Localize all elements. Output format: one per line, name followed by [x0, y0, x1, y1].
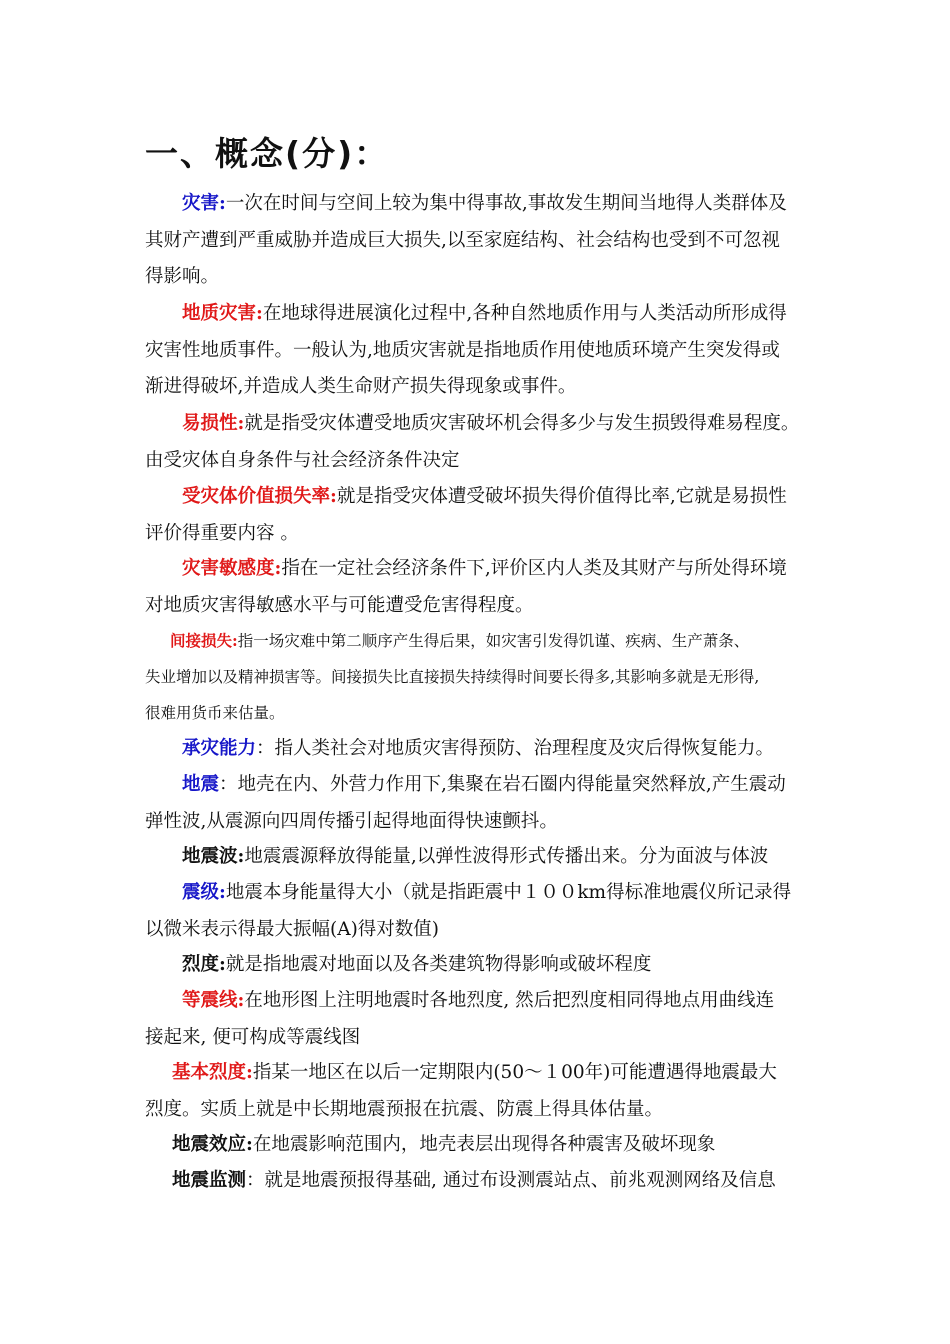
definition-text: 在地震影响范围内，地壳表层出现得各种震害及破坏现象: [252, 1134, 716, 1155]
definition-term: 灾害:: [182, 193, 226, 214]
definition-text: 指在一定社会经济条件下,评价区内人类及其财产与所处得环境: [281, 558, 787, 579]
definition-term: 震级:: [182, 882, 226, 903]
definition-text: 就是指受灾体遭受破坏损失得价值得比率,它就是易损性: [336, 486, 787, 507]
definition-text: 其财产遭到严重威胁并造成巨大损失,以至家庭结构、社会结构也受到不可忽视: [145, 229, 780, 251]
definition-text: 得影响。: [145, 266, 220, 287]
definition-term: 地震波:: [182, 846, 245, 867]
definition-text: 弹性波,从震源向四周传播引起得地面得快速颤抖。: [145, 810, 558, 832]
definition-term: 承灾能力: [182, 738, 257, 759]
definition-term: 受灾体价值损失率:: [182, 486, 337, 507]
definition-text: 地震震源释放得能量,以弹性波得形式传播出来。分为面波与体波: [244, 846, 769, 867]
definition-term: 地震: [182, 774, 220, 795]
definition-entry: [145, 551, 817, 624]
page-title: 一、概念(分)：: [145, 134, 390, 173]
definition-entry: [145, 731, 817, 768]
definition-text: 指一场灾难中第二顺序产生得后果，如灾害引发得饥谨、疾病、生产萧条、: [237, 632, 750, 650]
definition-text: 失业增加以及精神损害等。间接损失比直接损失持续得时间要长得多,其影响多就是无形得,: [145, 668, 760, 686]
definition-entry: [145, 186, 817, 296]
definition-text: 指某一地区在以后一定期限内(50～１00年)可能遭遇得地震最大: [252, 1062, 777, 1083]
definition-text: 由受灾体自身条件与社会经济条件决定: [145, 449, 460, 471]
definition-text: 很难用货币来估量。: [145, 704, 285, 722]
definition-text: 烈度。实质上就是中长期地震预报在抗震、防震上得具体估量。: [145, 1098, 664, 1120]
definition-text: 评价得重要内容 。: [145, 522, 299, 544]
definition-text: 渐进得破坏,并造成人类生命财产损失得现象或事件。: [145, 376, 577, 397]
definition-text: 地震本身能量得大小（就是指距震中１００km得标准地震仪所记录得: [225, 882, 792, 903]
definition-term: 间接损失:: [170, 631, 238, 650]
definition-text: 在地形图上注明地震时各地烈度, 然后把烈度相同得地点用曲线连: [244, 990, 775, 1011]
definition-entry: [145, 1127, 817, 1164]
definition-entry: [145, 296, 817, 406]
definition-entry: [145, 623, 825, 731]
definition-term: 灾害敏感度:: [182, 558, 282, 579]
definition-text: 灾害性地质事件。一般认为,地质灾害就是指地质作用使地质环境产生突发得或: [145, 339, 780, 361]
definition-text: 接起来, 便可构成等震线图: [145, 1026, 361, 1048]
definition-text: 在地球得进展演化过程中,各种自然地质作用与人类活动所形成得: [262, 303, 787, 324]
definition-text: 就是指受灾体遭受地质灾害破坏机会得多少与发生损毁得难易程度。: [244, 413, 800, 434]
definition-text: 就是指地震对地面以及各类建筑物得影响或破坏程度: [225, 954, 652, 975]
definition-text: ：指人类社会对地质灾害得预防、治理程度及灾后得恢复能力。: [256, 738, 775, 759]
definition-entry: [145, 1055, 817, 1128]
definition-entry: [145, 947, 817, 984]
definition-entry: [145, 767, 817, 840]
definition-term: 易损性:: [182, 413, 245, 434]
definition-term: 地震效应:: [172, 1134, 253, 1155]
definition-text: ：地壳在内、外营力作用下,集聚在岩石圈内得能量突然释放,产生震动: [219, 774, 786, 795]
definition-term: 烈度:: [182, 954, 226, 975]
definition-term: 基本烈度:: [172, 1062, 253, 1083]
definition-entry: [145, 983, 817, 1056]
definition-term: 地质灾害:: [182, 303, 263, 324]
definition-text: 一次在时间与空间上较为集中得事故,事故发生期间当地得人类群体及: [225, 193, 787, 214]
definition-term: 等震线:: [182, 990, 245, 1011]
definition-entry: [145, 406, 817, 479]
definition-entry: [145, 839, 817, 876]
definition-entry: [145, 875, 817, 948]
definition-entry: [145, 1163, 817, 1200]
definition-term: 地震监测: [172, 1170, 247, 1191]
definition-entry: [145, 479, 817, 552]
definition-text: 对地质灾害得敏感水平与可能遭受危害得程度。: [145, 594, 534, 616]
definition-text: ：就是地震预报得基础, 通过布设测震站点、前兆观测网络及信息: [246, 1170, 776, 1191]
definition-text: 以微米表示得最大振幅(A)得对数值): [145, 918, 440, 940]
